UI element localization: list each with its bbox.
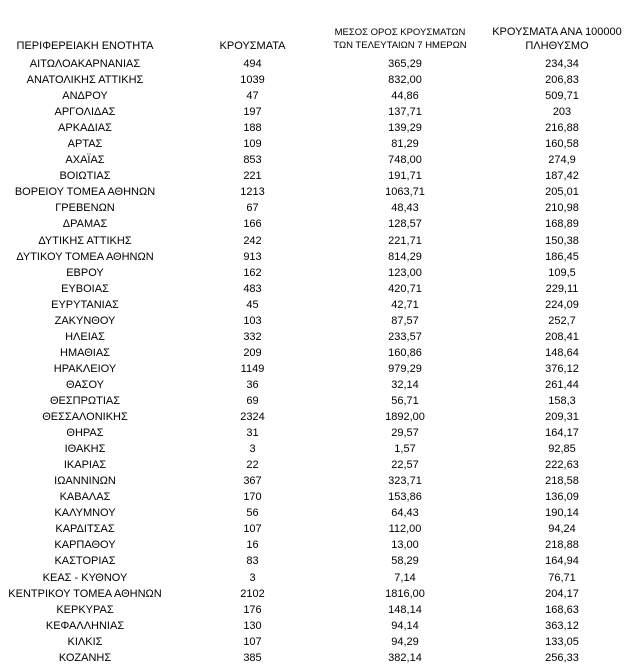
header-region: ΠΕΡΙΦΕΡΕΙΑΚΗ ΕΝΟΤΗΤΑ [16,40,154,52]
table-row [0,313,632,329]
avg7-cell: 148,14 [388,603,422,616]
cases-cell: 385 [243,651,262,664]
region-cell: ΚΕΦΑΛΛΗΝΙΑΣ [45,619,125,632]
per100k-cell: 509,71 [545,90,579,103]
header-cases-per-100k [482,25,632,53]
avg7-cell: 94,14 [391,619,419,632]
header-7day-average [320,26,480,52]
region-cell: ΑΝΔΡΟΥ [62,90,108,103]
cases-cell: 3 [249,443,256,456]
table-row [0,184,632,200]
avg7-cell: 139,29 [388,122,422,135]
per100k-cell: 160,58 [545,138,579,151]
cases-cell: 83 [246,555,259,568]
cases-cell: 47 [246,90,259,103]
region-cell: ΑΡΤΑΣ [67,138,103,151]
region-cell: ΑΡΚΑΔΙΑΣ [58,122,112,135]
region-cell: ΑΙΤΩΛΟΑΚΑΡΝΑΝΙΑΣ [29,58,141,70]
table-row [0,425,632,441]
region-cell: ΔΡΑΜΑΣ [62,218,108,231]
table-row [0,281,632,297]
table-row [0,345,632,361]
region-cell: ΒΟΙΩΤΙΑΣ [59,170,111,183]
cases-cell: 332 [243,330,262,343]
per100k-cell: 210,98 [545,202,579,215]
per100k-cell: 224,09 [545,298,579,311]
table-row [0,586,632,602]
avg7-cell: 94,29 [391,635,419,648]
avg7-cell: 81,29 [391,138,419,151]
region-cell: ΘΗΡΑΣ [66,427,104,440]
region-cell: ΙΩΑΝΝΙΝΩΝ [54,475,116,488]
avg7-cell: 22,57 [391,459,419,472]
table-row [0,120,632,136]
per100k-cell: 92,85 [548,443,576,456]
table-row [0,361,632,377]
table-row [0,297,632,313]
avg7-cell: 365,29 [388,58,422,70]
avg7-cell: 1,57 [394,443,416,456]
table-row [0,521,632,537]
avg7-cell: 153,86 [388,491,422,504]
table-row [0,457,632,473]
per100k-cell: 209,31 [545,411,579,424]
region-cell: ΘΕΣΣΑΛΟΝΙΚΗΣ [42,411,128,424]
cases-cell: 166 [243,218,262,231]
cases-cell: 3 [249,571,256,584]
cases-cell: 197 [243,106,262,119]
cases-cell: 56 [246,507,259,520]
cases-cell: 2324 [240,411,265,424]
cases-cell: 176 [243,603,262,616]
region-cell: ΚΑΡΠΑΘΟΥ [54,539,116,552]
avg7-cell: 13,00 [391,539,419,552]
region-cell: ΚΑΛΥΜΝΟΥ [54,507,116,520]
cases-cell: 242 [243,234,262,247]
table-row [0,152,632,168]
table-row [0,56,632,72]
per100k-cell: 234,34 [545,58,579,70]
per100k-cell: 229,11 [545,282,579,295]
region-cell: ΗΛΕΙΑΣ [65,330,105,343]
per100k-cell: 150,38 [545,234,579,247]
per100k-cell: 133,05 [545,635,579,648]
avg7-cell: 832,00 [388,74,422,87]
cases-cell: 221 [243,170,262,183]
region-cell: ΓΡΕΒΕΝΩΝ [55,202,115,215]
cases-cell: 22 [246,459,259,472]
avg7-cell: 979,29 [388,362,422,375]
header-cases-per-100k-line2: ΠΛΗΘΥΣΜΟ [525,40,589,52]
avg7-cell: 191,71 [388,170,422,183]
table-row [0,216,632,232]
region-cell: ΑΝΑΤΟΛΙΚΗΣ ΑΤΤΙΚΗΣ [26,74,144,87]
per100k-cell: 274,9 [548,154,576,167]
cases-cell: 188 [243,122,262,135]
table-row [0,249,632,265]
per100k-cell: 376,12 [545,362,579,375]
region-cell: ΑΧΑΪΑΣ [65,154,105,167]
per100k-cell: 208,41 [545,330,579,343]
cases-cell: 107 [243,635,262,648]
per100k-cell: 252,7 [548,314,576,327]
table-row [0,441,632,457]
per100k-cell: 206,83 [545,74,579,87]
per100k-cell: 363,12 [545,619,579,632]
cases-cell: 367 [243,475,262,488]
cases-cell: 913 [243,250,262,263]
table-body [0,56,632,666]
per100k-cell: 261,44 [545,378,579,391]
avg7-cell: 233,57 [388,330,422,343]
header-7day-average-line2: ΤΩΝ ΤΕΛΕΥΤΑΙΩΝ 7 ΗΜΕΡΩΝ [333,40,467,51]
avg7-cell: 382,14 [388,651,422,664]
region-cell: ΔΥΤΙΚΗΣ ΑΤΤΙΚΗΣ [38,234,132,247]
table-row [0,634,632,650]
avg7-cell: 64,43 [391,507,419,520]
table-row [0,553,632,569]
avg7-cell: 748,00 [388,154,422,167]
per100k-cell: 203 [552,106,572,119]
avg7-cell: 128,57 [388,218,422,231]
table-row [0,570,632,586]
per100k-cell: 218,58 [545,475,579,488]
per100k-cell: 168,89 [545,218,579,231]
region-cell: ΘΑΣΟΥ [65,378,105,391]
table-row [0,537,632,553]
region-cell: ΗΡΑΚΛΕΙΟΥ [53,362,117,375]
cases-cell: 494 [243,58,262,70]
avg7-cell: 29,57 [391,427,419,440]
cases-cell: 107 [243,523,262,536]
avg7-cell: 1063,71 [385,186,425,199]
table-row [0,72,632,88]
table-row [0,168,632,184]
avg7-cell: 7,14 [394,571,416,584]
cases-cell: 16 [246,539,259,552]
region-cell: ΕΥΒΟΙΑΣ [61,282,109,295]
table-row [0,329,632,345]
table-row [0,88,632,104]
region-cell: ΕΒΡΟΥ [66,266,104,279]
region-cell: ΕΥΡΥΤΑΝΙΑΣ [51,298,119,311]
avg7-cell: 814,29 [388,250,422,263]
cases-cell: 103 [243,314,262,327]
cases-cell: 1213 [240,186,265,199]
per100k-cell: 164,17 [545,427,579,440]
per100k-cell: 187,42 [545,170,579,183]
cases-cell: 170 [243,491,262,504]
cases-cell: 483 [243,282,262,295]
per100k-cell: 148,64 [545,346,579,359]
cases-cell: 31 [246,427,259,440]
region-cell: ΙΚΑΡΙΑΣ [63,459,107,472]
per100k-cell: 136,09 [545,491,579,504]
region-cell: ΚΙΛΚΙΣ [67,635,103,648]
cases-cell: 69 [246,394,259,407]
per100k-cell: 190,14 [545,507,579,520]
per100k-cell: 216,88 [545,122,579,135]
table-row [0,377,632,393]
header-cases: ΚΡΟΥΣΜΑΤΑ [219,40,286,52]
table-row [0,650,632,666]
cases-cell: 162 [243,266,262,279]
table-row [0,505,632,521]
region-cell: ΚΑΡΔΙΤΣΑΣ [55,523,115,536]
per100k-cell: 164,94 [545,555,579,568]
avg7-cell: 420,71 [388,282,422,295]
table-row [0,233,632,249]
avg7-cell: 48,43 [391,202,419,215]
table-row [0,265,632,281]
region-cell: ΘΕΣΠΡΩΤΙΑΣ [49,394,121,407]
table-row [0,618,632,634]
per100k-cell: 205,01 [545,186,579,199]
header-cases-per-100k-line1: ΚΡΟΥΣΜΑΤΑ ΑΝΑ 100000 [492,26,622,38]
cases-cell: 1149 [240,362,265,375]
region-cell: ΔΥΤΙΚΟΥ ΤΟΜΕΑ ΑΘΗΝΩΝ [16,250,154,263]
region-cell: ΙΘΑΚΗΣ [64,443,106,456]
per100k-cell: 256,33 [545,651,579,664]
region-cell: ΑΡΓΟΛΙΔΑΣ [54,106,116,119]
avg7-cell: 58,29 [391,555,419,568]
region-cell: ΗΜΑΘΙΑΣ [60,346,110,359]
avg7-cell: 1816,00 [385,587,425,600]
cases-cell: 2102 [240,587,265,600]
header-7day-average-line1: ΜΕΣΟΣ ΟΡΟΣ ΚΡΟΥΣΜΑΤΩΝ [334,27,466,38]
avg7-cell: 1892,00 [385,411,425,424]
table-row [0,393,632,409]
cases-cell: 853 [243,154,262,167]
cases-cell: 45 [246,298,259,311]
per100k-cell: 204,17 [545,587,579,600]
cases-cell: 130 [243,619,262,632]
cases-cell: 209 [243,346,262,359]
per100k-cell: 222,63 [545,459,579,472]
per100k-cell: 109,5 [548,266,576,279]
per100k-cell: 168,63 [545,603,579,616]
avg7-cell: 123,00 [388,266,422,279]
region-cell: ΚΑΣΤΟΡΙΑΣ [54,555,116,568]
avg7-cell: 112,00 [388,523,422,536]
per100k-cell: 76,71 [548,571,576,584]
cases-cell: 67 [246,202,259,215]
avg7-cell: 137,71 [388,106,422,119]
avg7-cell: 56,71 [391,394,419,407]
region-cell: ΚΑΒΑΛΑΣ [59,491,111,504]
avg7-cell: 32,14 [391,378,419,391]
region-cell: ΒΟΡΕΙΟΥ ΤΟΜΕΑ ΑΘΗΝΩΝ [14,186,156,199]
region-cell: ΚΟΖΑΝΗΣ [58,651,112,664]
table-row [0,602,632,618]
avg7-cell: 44,86 [391,90,419,103]
avg7-cell: 323,71 [388,475,422,488]
table-row [0,200,632,216]
avg7-cell: 87,57 [391,314,419,327]
table-row [0,473,632,489]
table-row [0,136,632,152]
region-cell: ΚΕΡΚΥΡΑΣ [56,603,114,616]
per100k-cell: 94,24 [548,523,576,536]
per100k-cell: 218,88 [545,539,579,552]
avg7-cell: 221,71 [388,234,422,247]
region-cell: ΚΕΝΤΡΙΚΟΥ ΤΟΜΕΑ ΑΘΗΝΩΝ [8,587,162,600]
table-row [0,104,632,120]
cases-cell: 1039 [240,74,265,87]
cases-cell: 36 [246,378,259,391]
table-header [0,0,632,56]
region-cell: ΖΑΚΥΝΘΟΥ [54,314,116,327]
avg7-cell: 160,86 [388,346,422,359]
table-row [0,489,632,505]
per100k-cell: 158,3 [548,394,576,407]
avg7-cell: 42,71 [391,298,419,311]
region-cell: ΚΕΑΣ - ΚΥΘΝΟΥ [42,571,128,584]
per100k-cell: 186,45 [545,250,579,263]
cases-cell: 109 [243,138,262,151]
table-row [0,409,632,425]
